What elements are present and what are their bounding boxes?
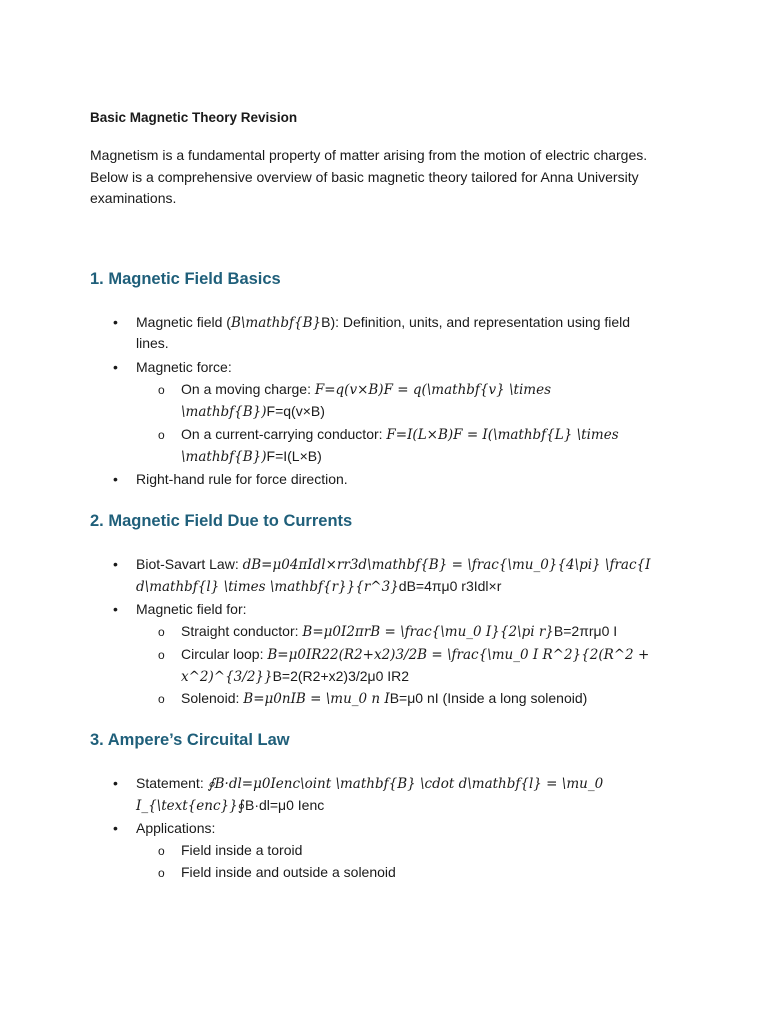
intro-line: Below is a comprehensive overview of basic magnetic theory tailored for Anna University [90, 168, 639, 185]
list-item-continuation [136, 576, 501, 597]
item-text: Straight conductor: [181, 623, 303, 639]
math-expression: ∮B·dl=μ0Ienc\oint \mathbf{B} \cdot d\mathbf{l} = \mu_0 [207, 776, 604, 792]
math-expression: F=I(L×B)F = I(\mathbf{L} \times [386, 427, 619, 443]
item-text: B=μ0 nI (Inside a long solenoid) [389, 690, 588, 706]
item-text: Magnetic field ( [136, 314, 231, 330]
sub-item-moving-charge [181, 379, 551, 400]
list-item-continuation: lines. [136, 335, 169, 351]
section-heading-3: 3. Ampere’s Circuital Law [90, 731, 290, 749]
sub-item-toroid: Field inside a toroid [181, 842, 303, 858]
list-item-magnetic-field [136, 312, 630, 333]
document-title: Basic Magnetic Theory Revision [90, 110, 298, 125]
sub-item-solenoid [181, 688, 587, 709]
sub-bullet-marker: o [158, 692, 165, 706]
bullet-marker: • [113, 820, 118, 836]
math-expression: B=μ0IR22(R2+x2)3/2B = \frac{\mu_0 I R^2}{2(R^2 + [267, 647, 650, 663]
sub-bullet-marker: o [158, 383, 165, 397]
section-heading-1: 1. Magnetic Field Basics [90, 270, 281, 288]
math-expression: B\mathbf{B} [230, 315, 322, 331]
math-expression: \mathbf{B}) [181, 449, 267, 465]
item-text: F=I(L×B) [266, 448, 322, 464]
sub-item-continuation [181, 401, 325, 422]
math-expression: \mathbf{B}) [181, 404, 267, 420]
sub-item-circular-loop [181, 644, 649, 665]
bullet-marker: • [113, 314, 118, 330]
item-text: ∮B·dl=μ0 Ienc [237, 797, 325, 813]
item-text: Solenoid: [181, 690, 244, 706]
math-expression: d\mathbf{l} \times \mathbf{r}}{r^3} [136, 579, 399, 595]
list-item-statement [136, 773, 603, 794]
list-item-continuation [136, 795, 324, 816]
list-item-magnetic-force: Magnetic force: [136, 359, 232, 375]
item-text: Circular loop: [181, 646, 268, 662]
math-expression: B=μ0nIB = \mu_0 n I [243, 691, 390, 707]
item-text: B=2(R2+x2)3/2μ0 IR2 [272, 668, 410, 684]
math-expression: F=q(v×B)F = q(\mathbf{v} \times [314, 382, 552, 398]
item-text: Biot-Savart Law: [136, 556, 243, 572]
list-item-applications: Applications: [136, 820, 216, 836]
intro-paragraph [90, 145, 690, 210]
math-expression: I_{\text{enc}} [136, 798, 238, 814]
sub-bullet-marker: o [158, 648, 165, 662]
sub-bullet-marker: o [158, 625, 165, 639]
item-text: Statement: [136, 775, 208, 791]
math-expression: x^2)^{3/2}} [181, 669, 273, 685]
sub-item-solenoid-field: Field inside and outside a solenoid [181, 864, 396, 880]
item-text: On a current-carrying conductor: [181, 426, 387, 442]
bullet-marker: • [113, 471, 118, 487]
item-text: dB=4πμ0 r3Idl×r [398, 578, 502, 594]
list-item-right-hand-rule: Right-hand rule for force direction. [136, 471, 348, 487]
list-item-biot-savart [136, 554, 650, 575]
bullet-marker: • [113, 601, 118, 617]
bullet-marker: • [113, 775, 118, 791]
math-expression: B=μ0I2πrB = \frac{\mu_0 I}{2\pi r} [302, 624, 554, 640]
item-text: B=2πrμ0 I [553, 623, 618, 639]
item-text: On a moving charge: [181, 381, 315, 397]
sub-bullet-marker: o [158, 866, 165, 880]
list-item-field-for: Magnetic field for: [136, 601, 247, 617]
sub-item-straight-conductor [181, 621, 617, 642]
math-expression: dB=μ04πIdl×rr3d\mathbf{B} = \frac{\mu_0}{4\pi} \frac{I [242, 557, 651, 573]
item-text: B): Definition, units, and representation using field [321, 314, 631, 330]
sub-item-continuation [181, 666, 409, 687]
intro-line: Magnetism is a fundamental property of matter arising from the motion of electric charges. [90, 147, 648, 163]
section-heading-2: 2. Magnetic Field Due to Currents [90, 512, 353, 530]
item-text: F=q(v×B) [266, 403, 325, 419]
sub-item-continuation [181, 446, 322, 467]
bullet-marker: • [113, 359, 118, 375]
sub-item-conductor [181, 424, 619, 445]
sub-bullet-marker: o [158, 428, 165, 442]
intro-line: examinations. [90, 190, 177, 207]
bullet-marker: • [113, 556, 118, 572]
sub-bullet-marker: o [158, 844, 165, 858]
